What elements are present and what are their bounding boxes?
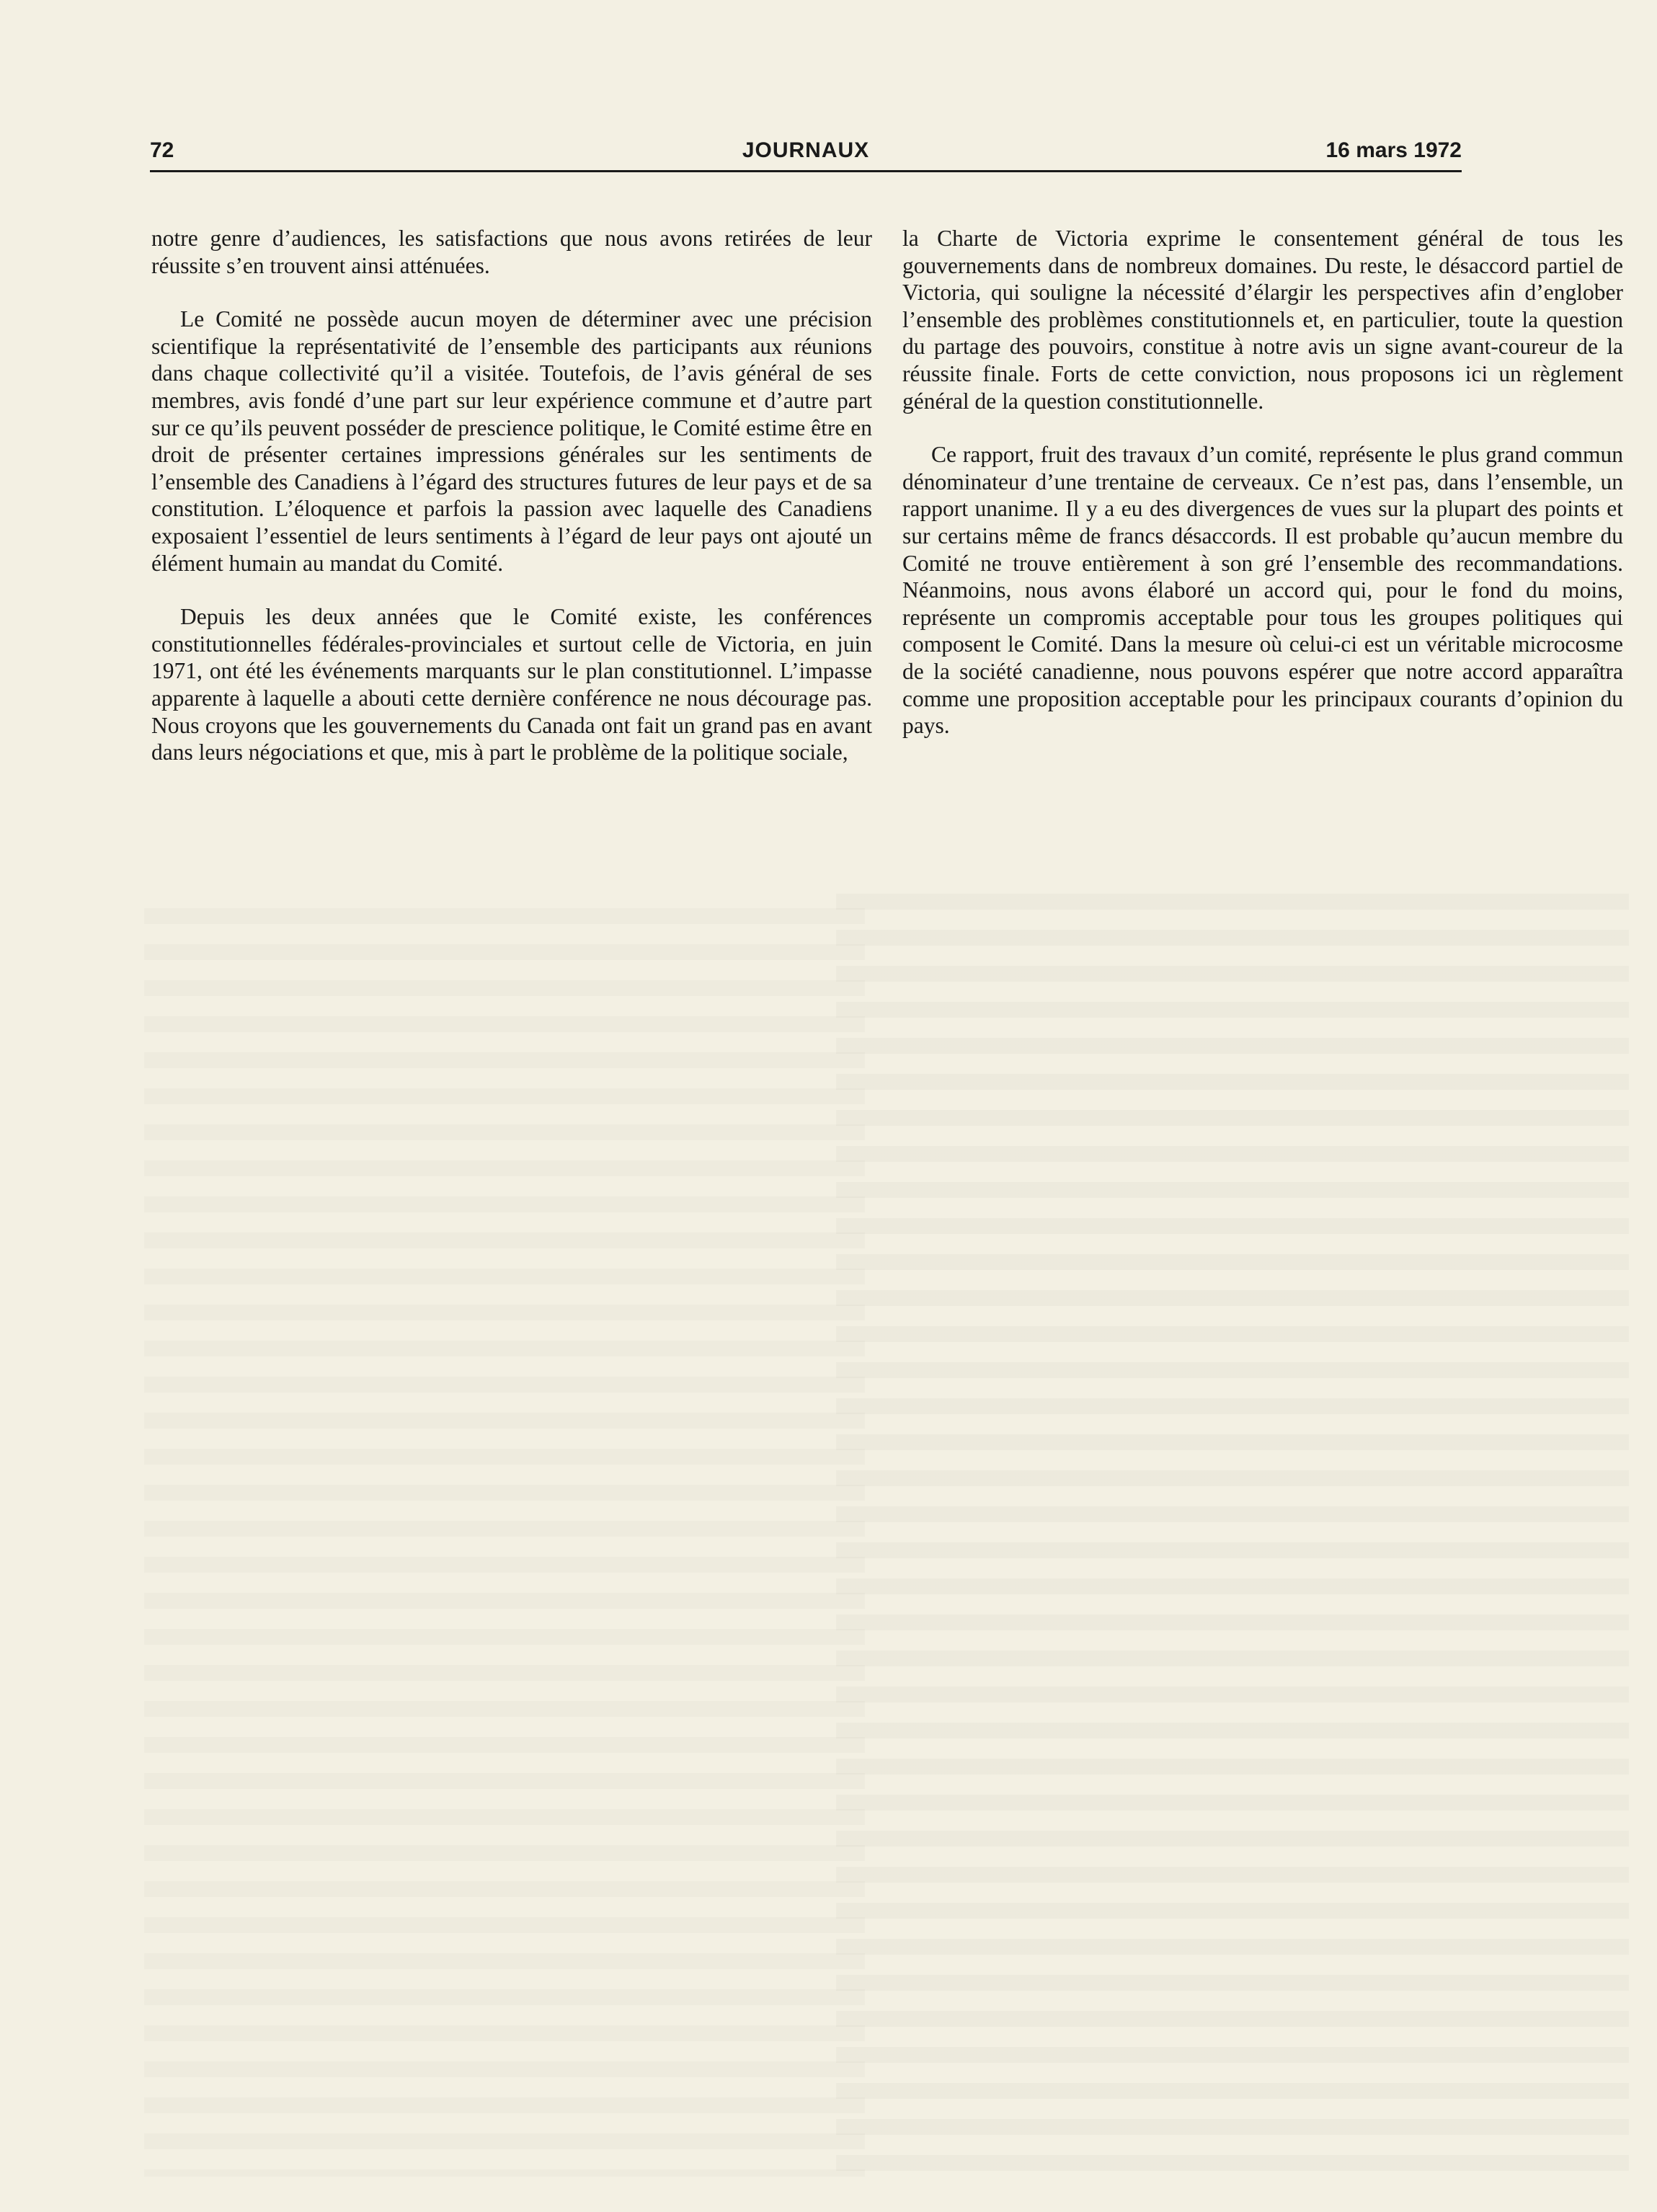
header-rule (150, 170, 1462, 172)
page-number: 72 (150, 138, 174, 162)
paragraph: Depuis les deux années que le Comité existe, les conférences constitutionnelles fédérales-provinciales et surtout celle de Victoria, en juin 1971, ont été les événements marquants sur le plan constitutionnel. L’impasse apparente à laquelle a abouti cette dernière conférence ne nous décourage pas. Nous croyons que les gouvernements du Canada ont fait un grand pas en avant dans leurs négociations et que, mis à part le problème de la politique sociale, (151, 604, 872, 765)
paragraph: la Charte de Victoria exprime le consentement général de tous les gouvernements dans de nombreux domaines. Du reste, le désaccord partiel de Victoria, qui souligne la nécessité d’élargir les perspectives afin d’englober l’ensemble des problèmes constitutionnels et, en particulier, toute la question du partage des pouvoirs, constitue à notre avis un signe avant-coureur de la réussite finale. Forts de cette conviction, nous proposons ici un règlement général de la question constitutionnelle. (902, 226, 1623, 414)
header-date: 16 mars 1972 (1325, 138, 1462, 162)
bleed-through-texture (836, 894, 1629, 2177)
paragraph: Ce rapport, fruit des travaux d’un comité, représente le plus grand commun dénominateur d’une trentaine de cerveaux. Ce n’est pas, dans l’ensemble, un rapport unanime. Il y a eu des divergences de vues sur la plupart des points et sur certains même de francs désaccords. Il est probable qu’aucun membre du Comité ne trouve entièrement à son gré l’ensemble des recommandations. Néanmoins, nous avons élaboré un accord qui, pour le fond du moins, représente un compromis acceptable pour tous les groupes politiques qui composent le Comité. Dans la mesure où celui-ci est un véritable microcosme de la société canadienne, nous pouvons espérer que notre accord apparaîtra comme une proposition acceptable pour les principaux courants d’opinion du pays. (902, 442, 1623, 739)
right-column (902, 225, 1623, 766)
paragraph: Le Comité ne possède aucun moyen de déterminer avec une précision scientifique la représentativité de l’ensemble des participants aux réunions dans chaque collectivité qu’il a visitée. Toutefois, de l’avis général de ses membres, avis fondé d’une part sur leur expérience commune et d’autre part sur ce qu’ils peuvent posséder de prescience politique, le Comité estime être en droit de présenter certaines impressions générales sur les sentiments de l’ensemble des Canadiens à l’égard des structures futures de leur pays et de sa constitution. L’éloquence et parfois la passion avec laquelle des Canadiens exposaient l’essentiel de leurs sentiments à l’égard de leur pays ont ajouté un élément humain au mandat du Comité. (151, 306, 872, 576)
left-column (151, 225, 872, 793)
bleed-through-texture-left (144, 908, 865, 2177)
paragraph: notre genre d’audiences, les satisfactions que nous avons retirées de leur réussite s’en trouvent ainsi atténuées. (151, 226, 872, 278)
running-header (150, 138, 1462, 170)
journal-title: JOURNAUX (742, 138, 870, 162)
